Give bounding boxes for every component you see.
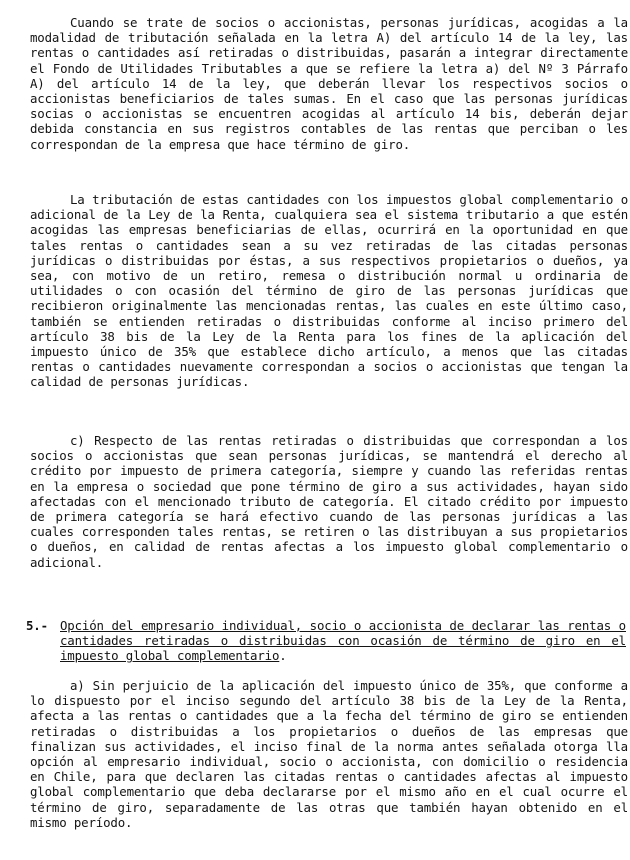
- section-title: [60, 618, 626, 664]
- section-title-period: .: [279, 648, 287, 664]
- section-title-text: Opción del empresario individual, socio o accionista de declarar las rentas o cantidades retiradas o distribuidas con ocasión de término de giro en el impuesto global complementario: [60, 618, 626, 664]
- paragraph-a-opcion-global-complementario: a) Sin perjuicio de la aplicación del impuesto único de 35%, que conforme a lo dispuesto por el inciso segundo del artículo 38 bis de la Ley de la Renta, afecta a las rentas o cantidades que a la fecha del término de giro se entienden retiradas o distribuidas a los propietarios o dueños de las empresas que finalizan sus actividades, el inciso final de la norma antes señalada otorga lla opción al empresario individual, socio o accionista, con domicilio o residencia en Chile, para que declaren las citadas rentas o cantidades afectas al impuesto global complementario que deba declararse por el mismo año en el cual ocurre el término de giro, separadamente de las otras que también hayan obtenido en el mismo período.: [30, 678, 628, 830]
- section-5-heading: [26, 618, 626, 664]
- paragraph-tributacion-cantidades: La tributación de estas cantidades con los impuestos global complementario o adicional de la Ley de la Renta, cualquiera sea el sistema tributario a que estén acogidas las empresas beneficiarias de ellas, ocurrirá en la oportunidad en que tales rentas o cantidades sean a su vez retiradas de las citadas personas jurídicas o distribuidas por éstas, a sus respectivos propietarios o dueños, ya sea, con motivo de un retiro, remesa o distribución normal u ordinaria de utilidades o con ocasión del término de giro de las personas jurídicas que recibieron originalmente las mencionadas rentas, las cuales en este último caso, también se entienden retiradas o distribuidas conforme al inciso primero del artículo 38 bis de la Ley de la Renta para los fines de la aplicación del impuesto único de 35% que establece dicho artículo, a menos que las citadas rentas o cantidades nuevamente correspondan a socios o accionistas que tengan la calidad de personas jurídicas.: [30, 192, 628, 390]
- paragraph-c-credito-primera-categoria: c) Respecto de las rentas retiradas o distribuidas que correspondan a los socios o accionistas que sean personas jurídicas, se mantendrá el derecho al crédito por impuesto de primera categoría, siempre y cuando las referidas rentas en la empresa o sociedad que pone término de giro a sus actividades, hayan sido afectadas con el mencionado tributo de categoría. El citado crédito por impuesto de primera categoría se hará efectivo cuando de las personas jurídicas a las cuales corresponden tales rentas, se retiren o las distribuyan a sus propietarios o dueños, en calidad de rentas afectas a los impuesto global complementario o adicional.: [30, 433, 628, 570]
- section-number: 5.-: [26, 618, 48, 633]
- paragraph-personas-juridicas: Cuando se trate de socios o accionistas, personas jurídicas, acogidas a la modalidad de tributación señalada en la letra A) del artículo 14 de la ley, las rentas o cantidades así retiradas o distribuidas, pasarán a integrar directamente el Fondo de Utilidades Tributables a que se refiere la letra a) del Nº 3 Párrafo A) del artículo 14 de la ley, que deberán llevar los respectivos socios o accionistas beneficiarios de tales sumas. En el caso que las personas jurídicas socias o accionistas se encuentren acogidas al artículo 14 bis, deberán dejar debida constancia en sus registros contables de las rentas que perciban o les correspondan de la empresa que hace término de giro.: [30, 15, 628, 152]
